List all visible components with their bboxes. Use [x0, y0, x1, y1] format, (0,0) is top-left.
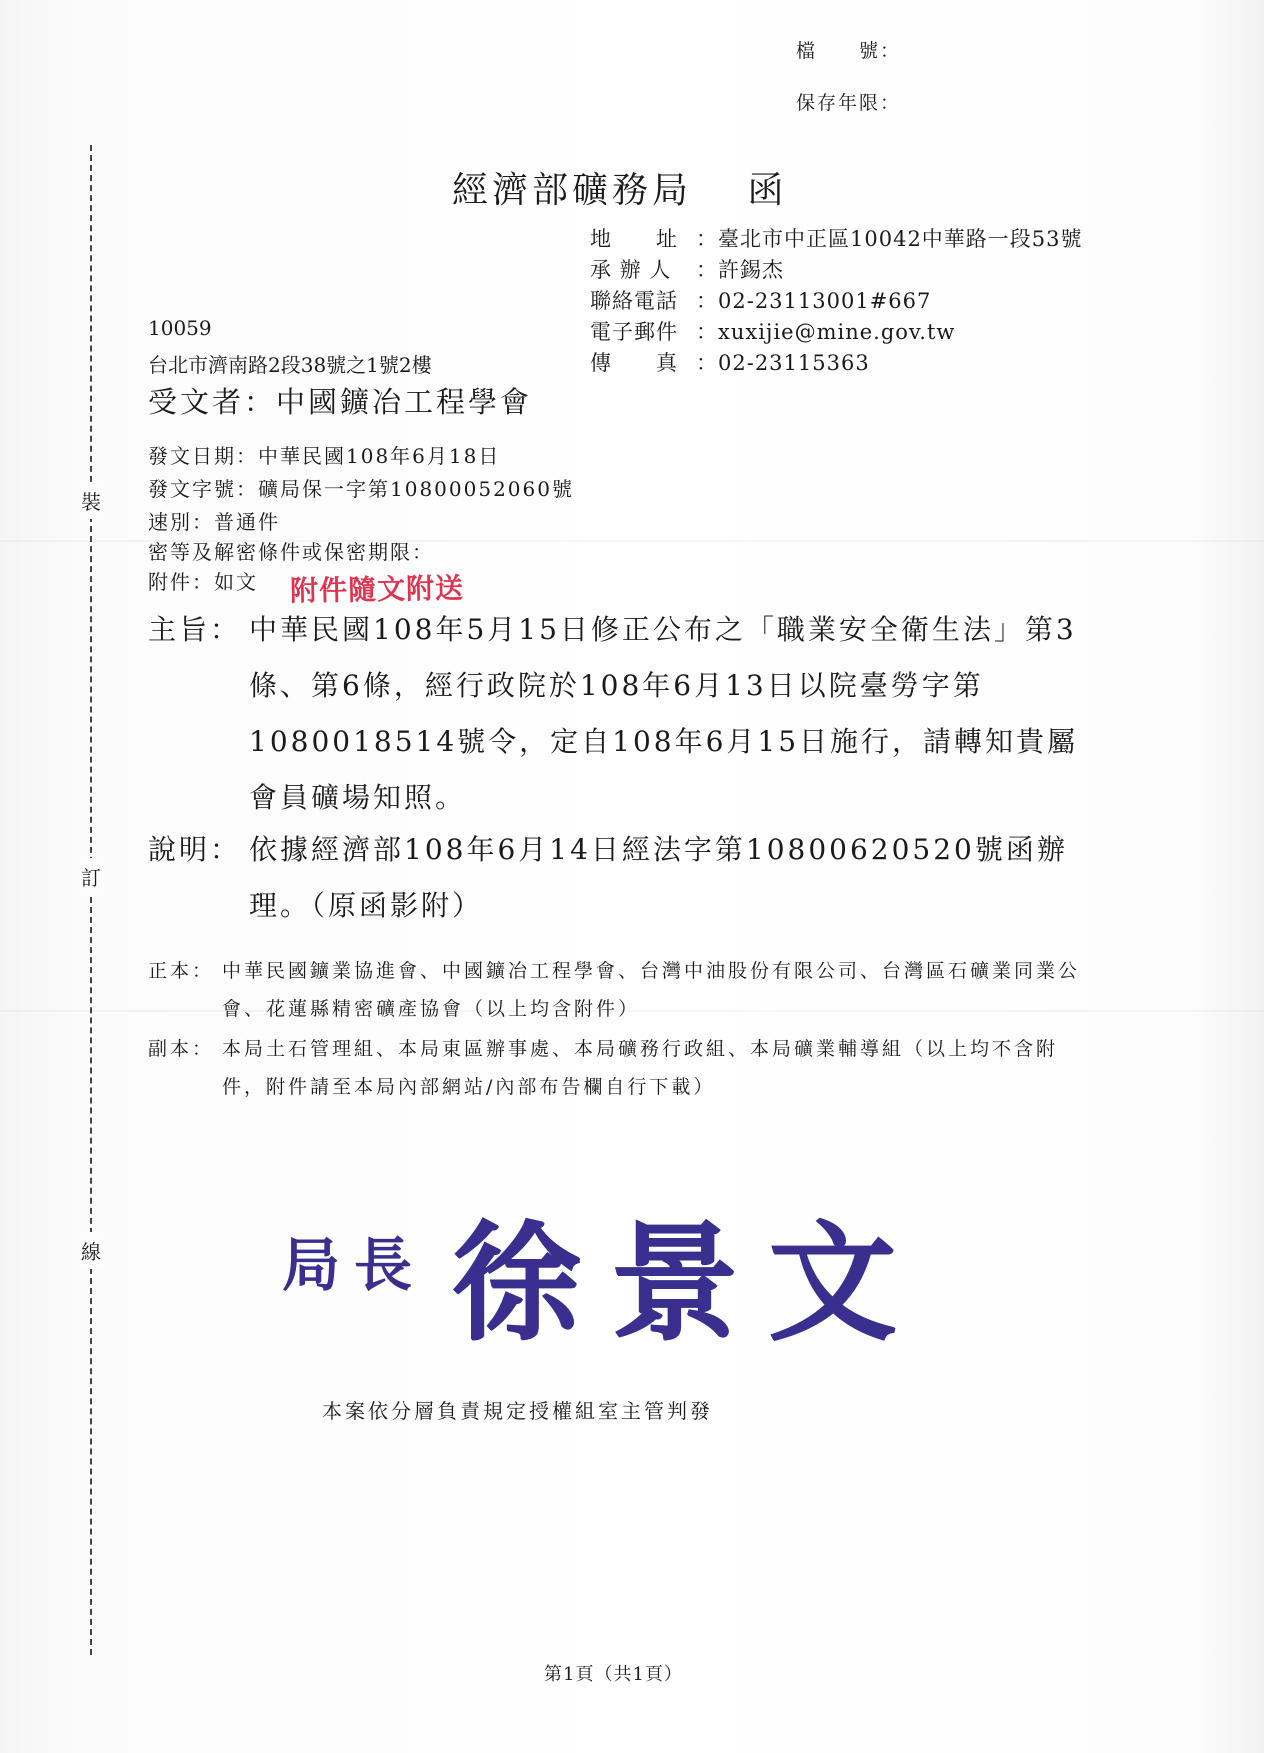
delegation-note: 本案依分層負責規定授權組室主管判發 [322, 1399, 713, 1423]
sender-phone-row: 聯絡電話 ：02-23113001#667 [590, 289, 932, 313]
signatory-name-stamp: 徐景文 [452, 1208, 927, 1358]
subject-label: 主旨： [148, 613, 242, 646]
binding-dashed-line [90, 145, 92, 1655]
secrecy-level: 密等及解密條件或保密期限： [148, 540, 434, 564]
binding-mark: 訂 [78, 858, 104, 895]
retention-period-label: 保存年限： [796, 92, 902, 114]
recipient-line: 受文者：中國鑛冶工程學會 [148, 385, 533, 419]
explanation-text: 依據經濟部108年6月14日經法字第10800620520號函辦理。（原函影附） [249, 833, 1068, 922]
subject-text: 中華民國108年5月15日修正公布之「職業安全衛生法」第3條、第6條，經行政院於108年6月13日以院臺勞字第1080018514號令，定自108年6月15日施行，請轉知貴屬會員礦場知照。 [249, 613, 1079, 814]
sender-email-row: 電子郵件 ：xuxijie@mine.gov.tw [590, 320, 956, 344]
sender-info [590, 224, 1083, 379]
explanation-paragraph [148, 822, 1098, 934]
recipient-postal-code: 10059 [148, 316, 212, 340]
recipient-address: 台北市濟南路2段38號之1號2樓 [148, 353, 432, 377]
attachment-line: 附件：如文 [148, 570, 258, 594]
primary-distribution [148, 952, 1098, 1028]
document-title: 經濟部礦務局 函 [452, 170, 788, 211]
sender-fax-row: 傳 真 ：02-23115363 [590, 351, 870, 375]
primary-label: 正本： [148, 960, 215, 982]
primary-recipients: 中華民國鑛業協進會、中國鑛冶工程學會、台灣中油股份有限公司、台灣區石礦業同業公會、花蓮縣精密礦產協會（以上均含附件） [222, 960, 1081, 1020]
binding-mark: 線 [78, 1232, 104, 1269]
attachment-stamp: 附件隨文附送 [289, 571, 465, 608]
sender-address-row: 地 址 ：臺北市中正區10042中華路一段53號 [590, 227, 1083, 251]
copy-label: 副本： [148, 1038, 215, 1060]
copy-recipients: 本局土石管理組、本局東區辦事處、本局礦務行政組、本局礦業輔導組（以上均不含附件，附件請至本局內部網站/內部布告欄自行下載） [222, 1038, 1059, 1098]
issue-date: 發文日期：中華民國108年6月18日 [148, 444, 501, 468]
copy-distribution [148, 1030, 1098, 1106]
page-number: 第1頁（共1頁） [544, 1664, 683, 1685]
delivery-speed: 速別：普通件 [148, 510, 280, 534]
binding-mark: 裝 [78, 482, 104, 519]
explanation-label: 說明： [148, 833, 242, 866]
sender-handler-row: 承 辦 人 ：許錫杰 [590, 258, 784, 282]
file-number-label: 檔 號： [796, 40, 902, 62]
subject-paragraph [148, 602, 1098, 826]
document-number: 發文字號：礦局保一字第10800052060號 [148, 477, 574, 501]
signatory-title: 局長 [282, 1231, 427, 1299]
